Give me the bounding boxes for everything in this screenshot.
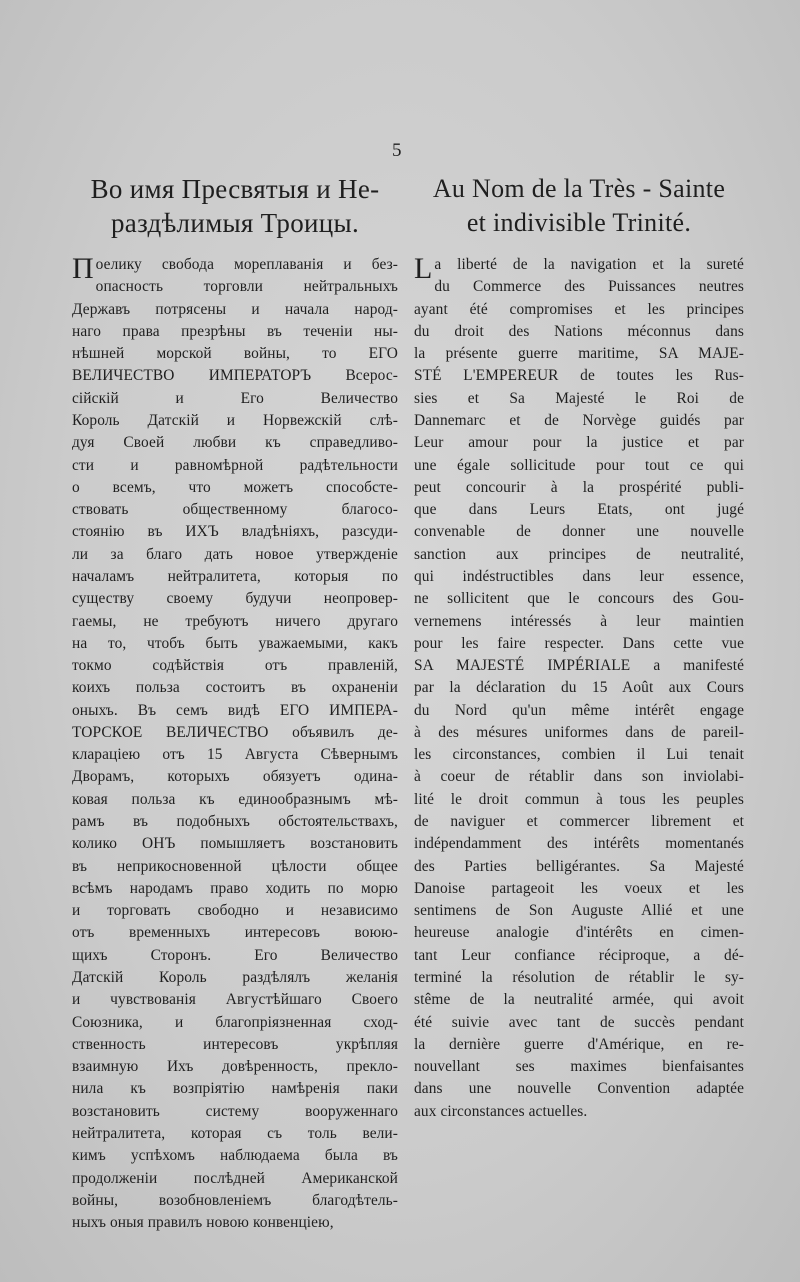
french-column (414, 172, 744, 1123)
french-title-line-2: et indivisible Trinité. (466, 208, 692, 237)
russian-text-line: рамъ въ подобныхъ обстоятельствахъ, (72, 813, 398, 831)
russian-text-line: гаемы, не требуютъ ничего другаго (72, 612, 398, 630)
french-text-line: a liberté de la navigation et la sureté (434, 256, 744, 273)
french-text-line: sies et Sa Majesté le Roi de (414, 389, 744, 407)
french-text-line: de naviguer et commercer librement et (414, 813, 744, 831)
french-text-line: tant Leur confiance réciproque, a dé- (414, 946, 744, 964)
russian-text-line: ВЕЛИЧЕСТВО ИМПЕРАТОРЪ Всерос- (72, 367, 398, 385)
russian-text-line: Дворамъ, которыхъ обязуетъ одина- (72, 768, 398, 786)
french-text-line: pour les faire respecter. Dans cette vue (414, 634, 744, 652)
russian-title-line-2: раздѣлимыя Троицы. (110, 208, 360, 238)
french-text-line: terminé la résolution de rétablir le sy- (414, 969, 744, 986)
russian-text-line: опасность торговли нейтральныхъ (95, 278, 398, 296)
french-text-line: peut concourir à la prospérité publi- (414, 478, 744, 496)
french-text-line: du Commerce des Puissances neutres (434, 278, 744, 296)
russian-text-line: дуя Своей любви къ справедливо- (72, 434, 398, 452)
russian-text-line: сійскій и Его Величество (72, 389, 398, 407)
french-text-line: dans une nouvelle Convention adaptée (414, 1080, 744, 1098)
russian-text-line: и чувствованія Августѣйшаго Своего (72, 991, 398, 1009)
russian-title-line-1: Во имя Пресвятыя и Не- (90, 174, 380, 204)
russian-text-line: нѣшней морской войны, то ЕГО (72, 345, 398, 363)
french-text-line: aux circonstances actuelles. (414, 1102, 588, 1120)
russian-text-line: токмо содѣйствія отъ правленій, (72, 657, 398, 675)
russian-text-line: продолженіи послѣдней Американской (72, 1169, 398, 1187)
russian-text-line: о всемъ, что можетъ способсте- (72, 478, 398, 496)
french-text-line: ayant été compromises et les principes (414, 300, 744, 318)
page-number: 5 (392, 140, 402, 161)
russian-text-line: нила къ возпріятію намѣренія паки (72, 1080, 398, 1098)
french-text-line: qui indéstructibles dans leur essence, (414, 567, 744, 585)
russian-text-line: ственность интересовъ укрѣпляя (72, 1035, 398, 1053)
russian-initial-letter: П (72, 252, 94, 285)
russian-text-line: оныхъ. Въ семъ видѣ ЕГО ИМПЕРА- (72, 701, 398, 719)
french-text-line: la dernière guerre d'Amérique, en re- (414, 1035, 744, 1053)
russian-text-line: началамъ нейтралитета, которыя по (72, 567, 398, 585)
french-body-text (414, 254, 744, 1123)
russian-text-line: всѣмъ народамъ право ходить по морю (72, 879, 398, 897)
french-text-line: stême de la neutralité armée, qui avoit (414, 991, 744, 1009)
russian-text-line: ствовать общественному благосо- (72, 501, 398, 519)
russian-text-line: въ неприкосновенной цѣлости общее (72, 857, 398, 875)
french-title-line-1: Au Nom de la Très - Sainte (432, 174, 726, 203)
russian-text-line: ныхъ оныя правилъ новою конвенціею, (72, 1214, 334, 1232)
russian-text-line: ТОРСКОЕ ВЕЛИЧЕСТВО объявилъ де- (72, 723, 398, 741)
russian-text-line: ковая польза къ единообразнымъ мѣ- (72, 790, 398, 808)
russian-text-line: сти и равномѣрной радѣтельности (72, 456, 398, 474)
russian-text-line: отъ временныхъ интересовъ воюю- (72, 924, 398, 942)
russian-text-line: Король Датскій и Норвежскій слѣ- (72, 411, 398, 429)
russian-body-text (72, 254, 398, 1234)
french-text-line: sentimens de Son Auguste Allié et une (414, 902, 744, 920)
french-text-line: lité le droit commun à tous les peuples (414, 790, 744, 808)
french-text-line: à coeur de rétablir dans son inviolabi- (414, 768, 744, 786)
french-text-line: STÉ L'EMPEREUR de toutes les Rus- (414, 367, 744, 385)
french-text-line: nouvellant ses maximes bienfaisantes (414, 1058, 744, 1076)
french-text-line: du droit des Nations méconnus dans (414, 322, 744, 340)
russian-text-line: Державъ потрясены и начала народ- (72, 300, 398, 318)
russian-text-line: возстановить систему вооруженнаго (72, 1102, 398, 1120)
french-text-line: Danoise partageoit les voeux et les (414, 879, 744, 897)
russian-text-line: войны, возобновленіемъ благодѣтель- (72, 1191, 398, 1209)
russian-text-line: оелику свобода мореплаванія и без- (95, 256, 398, 273)
french-text-line: heureuse analogie d'intérêts en cimen- (414, 924, 744, 942)
russian-text-line: Датскій Король раздѣлялъ желанія (72, 969, 398, 986)
russian-text-line: кимъ успѣхомъ наблюдаема была въ (72, 1147, 398, 1165)
russian-text-line: стоянію въ ИХЪ владѣніяхъ, разсуди- (72, 523, 398, 541)
russian-text-line: клараціею отъ 15 Августа Сѣвернымъ (72, 746, 398, 764)
russian-title (72, 172, 398, 240)
french-text-line: ne sollicitent que le concours des Gou- (414, 590, 744, 608)
french-text-line: les circonstances, combien il Lui tenait (414, 746, 744, 764)
french-text-line: que dans Leurs Etats, ont jugé (414, 501, 744, 519)
russian-text-line: на то, чтобъ быть уважаемыми, какъ (72, 634, 398, 652)
french-text-line: à des mésures uniformes dans de pareil- (414, 723, 744, 741)
french-text-line: sanction aux principes de neutralité, (414, 545, 744, 563)
french-text-line: des Parties belligérantes. Sa Majesté (414, 857, 744, 875)
french-title (414, 172, 744, 240)
french-text-line: indépendamment des intérêts momentanés (414, 835, 744, 853)
french-text-line: été suivie avec tant de succès pendant (414, 1013, 744, 1031)
russian-text-line: взаимную Ихъ довѣренность, прекло- (72, 1058, 398, 1076)
french-text-line: convenable de donner une nouvelle (414, 523, 744, 541)
french-text-line: Dannemarc et de Norvège guidés par (414, 411, 744, 429)
french-text-line: vernemens intéressés à leur maintien (414, 612, 744, 630)
french-text-line: une égale sollicitude pour tout ce qui (414, 456, 744, 474)
french-initial-letter: L (414, 252, 433, 285)
russian-text-line: щихъ Сторонъ. Его Величество (72, 946, 398, 964)
french-text-line: du Nord qu'un même intérêt engage (414, 701, 744, 719)
russian-text-line: коихъ польза состоитъ въ охраненіи (72, 679, 398, 697)
russian-text-line: ли за благо дать новое утвержденіе (72, 545, 398, 563)
russian-text-line: колико ОНЪ помышляетъ возстановить (72, 835, 398, 853)
russian-text-line: наго права презрѣны въ теченіи ны- (72, 322, 398, 340)
russian-text-line: Союзника, и благопріязненная сход- (72, 1013, 398, 1031)
french-text-line: la présente guerre maritime, SA MAJE- (414, 345, 744, 363)
russian-column (72, 172, 398, 1234)
french-text-line: SA MAJESTÉ IMPÉRIALE a manifesté (414, 657, 744, 675)
russian-text-line: и торговать свободно и независимо (72, 902, 398, 920)
french-text-line: par la déclaration du 15 Août aux Cours (414, 679, 744, 697)
russian-text-line: нейтралитета, которая съ толь вели- (72, 1124, 398, 1142)
french-text-line: Leur amour pour la justice et par (414, 434, 744, 452)
russian-text-line: существу своему будучи неопровер- (72, 590, 398, 608)
